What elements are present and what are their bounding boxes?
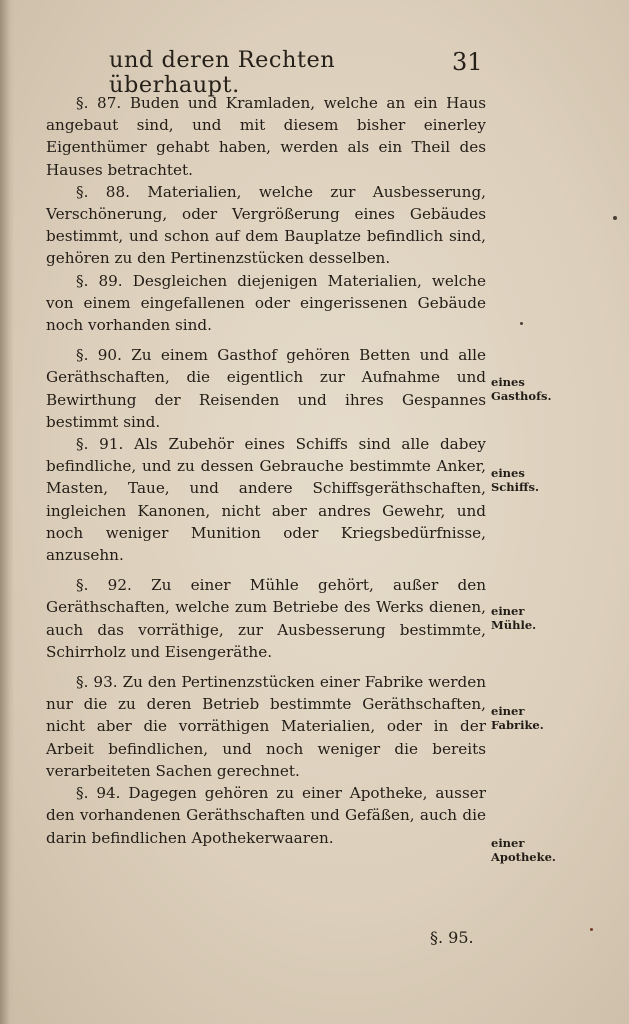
section-number: §. 90. bbox=[76, 346, 122, 365]
paragraph-94 bbox=[46, 782, 486, 849]
section-number: §. 88. bbox=[76, 182, 130, 201]
page-gutter-shadow bbox=[0, 0, 14, 1024]
paragraph-89 bbox=[46, 270, 486, 337]
body-text bbox=[46, 92, 486, 849]
paragraph-text: Als Zubehör eines Schiffs sind alle dabey befindliche, und zu dessen Gebrauche bestimmte Anker, Masten, Taue, und andere Schiffsgeräthschaften, ingleichen Kanonen, nicht aber andres Gewehr, und noch weniger Munition oder Kriegsbedürfnisse, anzusehn. bbox=[46, 435, 487, 565]
paragraph-91 bbox=[46, 433, 486, 566]
section-number: §. 93. bbox=[76, 673, 118, 692]
paragraph-93 bbox=[46, 671, 486, 782]
paragraph-87 bbox=[46, 92, 486, 181]
paragraph-90 bbox=[46, 344, 486, 433]
paragraph-text: Dagegen gehören zu einer Apotheke, ausser den vorhandenen Geräthschaften und Gefäßen, auch die darin befindlichen Apothekerwaaren. bbox=[46, 784, 487, 847]
running-title: und deren Rechten überhaupt. bbox=[109, 48, 336, 98]
section-number: §. 92. bbox=[76, 576, 132, 595]
margin-note-gasthof: eines Gasthofs. bbox=[491, 375, 552, 403]
margin-note-apotheke: einer Apotheke. bbox=[491, 836, 556, 864]
paragraph-text: Materialien, welche zur Ausbesserung, Verschönerung, oder Vergrößerung eines Gebäudes bestimmt, und schon auf dem Bauplatze befindlich sind, gehören zu den Pertinenzstücken desselben. bbox=[46, 182, 486, 268]
paragraph-88 bbox=[46, 181, 486, 270]
section-number: §. 91. bbox=[76, 435, 124, 454]
margin-note-schiff: eines Schiffs. bbox=[491, 466, 539, 494]
paragraph-text: Zu einem Gasthof gehören Betten und alle Geräthschaften, die eigentlich zur Aufnahme und Bewirthung der Reisenden und ihres Gespannes bestimmt sind. bbox=[46, 346, 486, 431]
paragraph-92 bbox=[46, 574, 486, 663]
paragraph-text: Desgleichen diejenigen Materialien, welche von einem eingefallenen oder eingerissenen Gebäude noch vorhanden sind. bbox=[46, 271, 487, 335]
margin-note-fabrike: einer Fabrike. bbox=[491, 704, 544, 732]
margin-note-muehle: einer Mühle. bbox=[491, 604, 537, 632]
catchword: §. 95. bbox=[430, 928, 474, 947]
ink-speck bbox=[520, 322, 523, 325]
ink-speck bbox=[590, 928, 593, 931]
paragraph-text: Zu den Pertinenzstücken einer Fabrike werden nur die zu deren Betrieb bestimmte Geräthschaften, nicht aber die vorräthigen Materialien, oder in der Arbeit befindlichen, und noch weniger die bereits verarbeiteten Sachen gerechnet. bbox=[46, 673, 487, 780]
section-number: §. 94. bbox=[76, 784, 121, 803]
ink-speck bbox=[613, 216, 617, 220]
page-number: 31 bbox=[452, 48, 483, 76]
section-number: §. 89. bbox=[76, 271, 123, 290]
paragraph-text: Buden und Kramladen, welche an ein Haus angebaut sind, und mit diesem bisher einerley Eigenthümer gehabt haben, werden als ein Theil des Hauses betrachtet. bbox=[46, 94, 487, 179]
paragraph-text: Zu einer Mühle gehört, außer den Geräthschaften, welche zum Betriebe des Werks dienen, auch das vorräthige, zur Ausbesserung bestimmte, Schirrholz und Eisengeräthe. bbox=[46, 576, 487, 661]
section-number: §. 87. bbox=[76, 94, 122, 112]
